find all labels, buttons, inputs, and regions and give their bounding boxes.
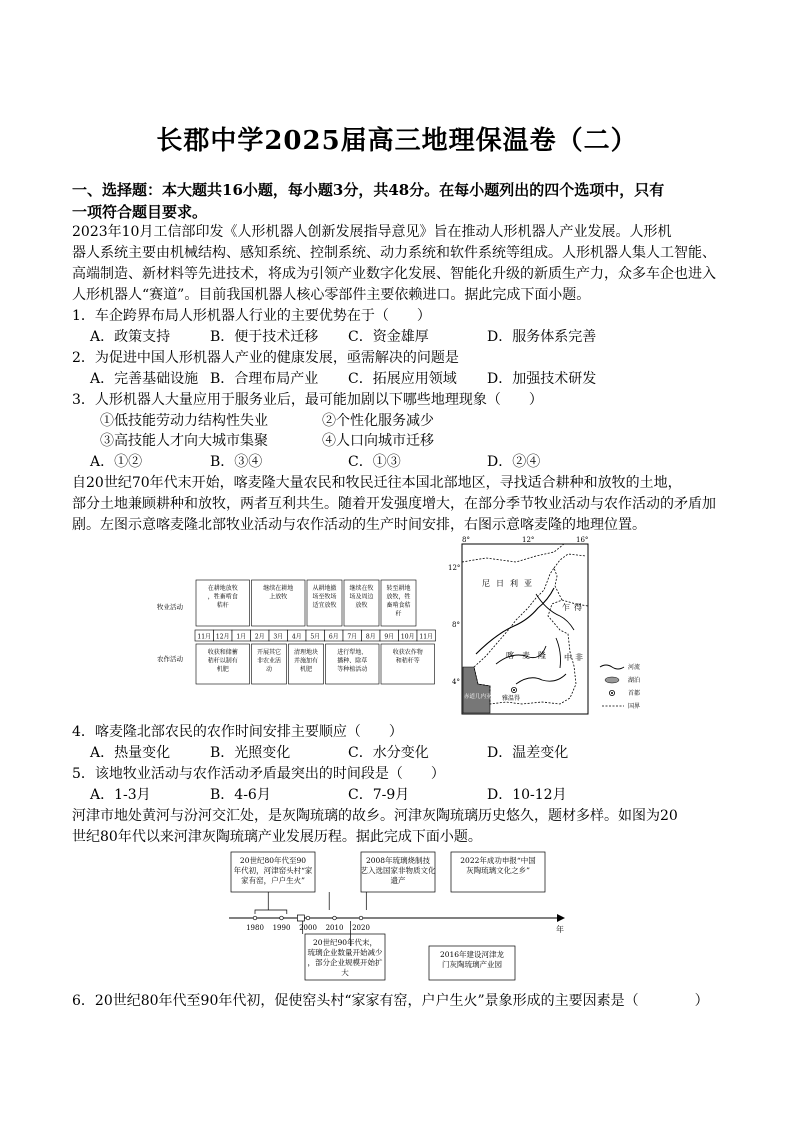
q4-option-a[interactable]: A．热量变化 [90,745,171,761]
timeline-year-label: 2000 [299,924,317,932]
timeline-tick [333,916,337,920]
month-label: 11月 [197,633,212,641]
q3-item-1: ①低技能劳动力结构性失业 [100,413,268,429]
month-label: 12月 [215,633,230,641]
q1-option-d[interactable]: D．服务体系完善 [487,329,597,345]
month-label: 2月 [254,633,265,641]
q3-option-a[interactable]: A．①② [90,454,143,470]
q4-option-c[interactable]: C．水分变化 [348,745,429,761]
country-label-chad: 乍得 [562,603,586,612]
legend-lake-symbol [605,677,619,683]
timeline-event-text: 2016年建设河津龙门灰陶琉璃产业园 [439,950,505,969]
section-heading: 一、选择题：本大题共16小题，每小题3分，共48分。在每小题列出的四个选项中，只有 [72,181,665,199]
cameroon-map [448,534,656,718]
legend-capital-dot [611,692,613,694]
timeline-tick [306,916,310,920]
q3-option-b[interactable]: B．③④ [210,454,263,470]
timeline-event-text: 2022年成功申报“中国灰陶琉璃文化之乡” [460,856,536,875]
herding-activity-text: 转至耕地放牧，牲畜啃食秸秆 [386,585,411,618]
lon-label: 8° [462,536,470,544]
month-label: 3月 [273,633,284,641]
herding-activity-text: 从耕地撤场至牧场适宜放牧 [312,585,337,609]
question-1-stem: 1．车企跨界布局人形机器人行业的主要优势在于（ ） [72,308,431,324]
timeline-tick [253,916,257,920]
question-2-stem: 2．为促进中国人形机器人产业的健康发展，亟需解决的问题是 [72,350,459,366]
timeline-year-label: 1980 [246,924,264,932]
country-label-cameroon: 喀麦隆 [506,651,554,660]
herding-activity-text: 继续在牧场及周边放牧 [349,585,374,609]
herding-activity-text: 继续在耕地上放牧 [263,585,294,601]
q3-item-3: ③高技能人才向大城市集聚 [100,433,268,449]
lat-label: 12° [448,564,461,572]
lat-label: 4° [452,678,460,686]
q5-option-a[interactable]: A．1-3月 [90,787,151,803]
schedule-figure [155,578,435,686]
passage1-line: 器人系统主要由机械结构、感知系统、控制系统、动力系统和软件系统等组成。人形机器人集人工智能、 [72,245,716,261]
farming-activity-text: 清理地块并施加有机肥 [293,649,319,673]
q4-option-b[interactable]: B．光照变化 [210,745,291,761]
passage3-line: 河津市地处黄河与汾河交汇处，是灰陶琉璃的故乡。河津灰陶琉璃历史悠久，题材多样。如图为20 [72,808,678,824]
farming-activity-text: 进行犁地、播种、除草等种植活动 [337,649,368,673]
passage3-line: 世纪80年代以来河津灰陶琉璃产业发展历程。据此完成下面小题。 [72,829,482,845]
country-label-nigeria: 尼日利亚 [482,579,538,588]
timeline-year-label: 2010 [325,924,344,932]
q3-item-2: ②个性化服务减少 [322,413,434,429]
passage1-line: 人形机器人“赛道”。目前我国机器人核心零部件主要依赖进口。据此完成下面小题。 [72,287,591,303]
q2-option-d[interactable]: D．加强技术研发 [487,371,597,387]
month-label: 7月 [347,633,358,641]
farming-activity-text: 收获和储蓄秸秆以制有机肥 [207,649,238,673]
q2-option-b[interactable]: B．合理布局产业 [210,371,319,387]
passage1-line: 高端制造、新材料等先进技术，将成为引领产业数字化发展、智能化升级的新质生产力，众多车企也进入 [72,266,716,282]
question-3-stem: 3．人形机器人大量应用于服务业后，最可能加剧以下哪些地理现象（ ） [72,392,543,408]
q2-option-a[interactable]: A．完善基础设施 [90,371,199,387]
country-label-car: 中非 [564,653,586,662]
month-label: 11月 [419,633,434,641]
question-4-stem: 4．喀麦隆北部农民的农作时间安排主要顺应（ ） [72,724,403,740]
passage2-line: 自20世纪70年代末开始，喀麦隆大量农民和牧民迁往本国北部地区，寻找适合耕种和放牧的土地， [72,475,682,491]
q1-option-c[interactable]: C．资金雄厚 [348,329,429,345]
q5-option-b[interactable]: B．4-6月 [210,787,271,803]
legend-lake-label: 湖泊 [628,677,641,684]
q4-option-d[interactable]: D．温差变化 [487,745,569,761]
legend-river-label: 河流 [628,664,641,671]
timeline-arrow [557,914,565,922]
lon-label: 12° [522,536,535,544]
q5-option-d[interactable]: D．10-12月 [487,787,567,803]
passage2-line: 部分土地兼顾耕种和放牧，两者互利共生。随着开发强度增大，在部分季节牧业活动与农作活动的矛盾加 [72,496,716,512]
country-label-eq-guinea: 赤道几内亚 [464,694,492,700]
passage1-line: 2023年10月工信部印发《人形机器人创新发展指导意见》旨在推动人形机器人产业发展。人形机 [72,224,672,240]
lat-label: 8° [452,621,460,629]
herding-activity-text: 在耕地放牧，牲畜啃食秸秆 [207,585,238,609]
month-label: 5月 [310,633,321,641]
q1-option-b[interactable]: B．便于技术迁移 [210,329,319,345]
capital-label: 雅温得 [502,695,521,702]
timeline-figure [225,848,575,984]
q1-option-a[interactable]: A．政策支持 [90,329,171,345]
section-heading-cont: 一项符合题目要求。 [72,203,208,221]
timeline-bracket [255,910,287,914]
question-5-stem: 5．该地牧业活动与农作活动矛盾最突出的时间段是（ ） [72,766,445,782]
page-title: 长郡中学2025届高三地理保温卷（二） [156,126,638,156]
question-6-stem: 6．20世纪80年代至90年代初，促使窑头村“家家有窑，户户生火”景象形成的主要因素是（ ） [72,993,709,1009]
farming-activity-text: 收获农作物和秸秆等 [392,649,423,665]
farming-activity-text: 开展其它非农业活动 [256,649,282,673]
q5-option-c[interactable]: C．7-9月 [348,787,410,803]
timeline-year-label: 1990 [272,924,291,932]
lon-label: 16° [576,536,589,544]
timeline-year-label: 2020 [352,924,370,932]
legend-river-symbol [600,665,624,669]
month-label: 9月 [384,633,395,641]
passage2-line: 剧。左图示意喀麦隆北部牧业活动与农作活动的生产时间安排，右图示意喀麦隆的地理位置。 [72,517,646,533]
q3-item-4: ④人口向城市迁移 [322,433,434,449]
timeline-event-text: 20世纪80年代至90 年代初，河津窑头村“家家有窑，户户生火” [233,856,313,885]
q3-option-d[interactable]: D．②④ [487,454,541,470]
month-label: 1月 [236,633,247,641]
month-label: 4月 [291,633,302,641]
month-label: 6月 [328,633,339,641]
timeline-event-text: 2008年琉璃烧制技艺入选国家非物质文化遗产 [360,856,436,885]
month-label: 8月 [365,633,376,641]
q2-option-c[interactable]: C．拓展应用领域 [348,371,457,387]
capital-dot [513,689,515,691]
q3-option-c[interactable]: C．①③ [348,454,401,470]
timeline-unit: 年 [556,925,564,934]
timeline-tick [359,916,363,920]
herding-row-label: 牧业活动 [157,603,183,611]
timeline-event-text: 20世纪90年代末，琉璃企业数量开始减少，部分企业规模开始扩大 [307,938,383,977]
farming-row-label: 农作活动 [157,655,183,663]
legend-border-label: 国界 [628,703,641,710]
timeline-tick [280,916,284,920]
month-label: 10月 [400,633,415,641]
legend-capital-label: 首都 [628,690,641,697]
timeline-marker [297,915,304,921]
